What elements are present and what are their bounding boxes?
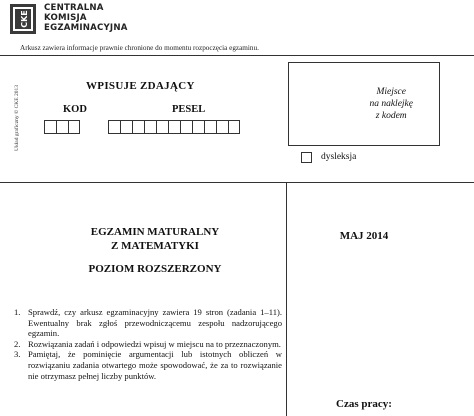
pesel-digit-cell[interactable] xyxy=(180,120,192,134)
institution-name-line: EGZAMINACYJNA xyxy=(44,23,128,33)
institution-name-line: CENTRALNA xyxy=(44,3,104,13)
kod-digit-cell[interactable] xyxy=(68,120,80,134)
kod-digit-cell[interactable] xyxy=(56,120,68,134)
instruction-number: 2. xyxy=(14,338,21,349)
pesel-digit-cell[interactable] xyxy=(204,120,216,134)
exam-title-line: Z MATEMATYKI xyxy=(111,240,199,252)
institution-name-line: KOMISJA xyxy=(44,13,87,23)
instruction-number: 3. xyxy=(14,349,21,360)
graphic-layout-note xyxy=(14,68,26,168)
candidate-fill-title: WPISUJE ZDAJĄCY xyxy=(86,80,195,92)
sticker-caption-line: na naklejkę xyxy=(369,99,413,109)
pesel-digit-cell[interactable] xyxy=(228,120,240,134)
instruction-text: Rozwiązania zadań i odpowiedzi wpisuj w miejscu na to przeznaczonym. xyxy=(28,338,281,349)
instruction-item xyxy=(14,307,282,339)
kod-label: KOD xyxy=(63,104,87,115)
exam-session: MAJ 2014 xyxy=(339,230,389,242)
code-sticker-area xyxy=(288,62,440,146)
pesel-digit-cell[interactable] xyxy=(168,120,180,134)
sticker-caption xyxy=(369,86,413,122)
pesel-digit-cell[interactable] xyxy=(108,120,120,134)
instruction-item xyxy=(14,339,282,350)
pesel-digit-cell[interactable] xyxy=(144,120,156,134)
instruction-item xyxy=(14,349,282,381)
cke-logo-icon xyxy=(10,4,36,34)
work-time-label: Czas pracy: xyxy=(336,398,392,410)
kod-digit-cell[interactable] xyxy=(44,120,56,134)
exam-title-line: EGZAMIN MATURALNY xyxy=(90,226,220,238)
graphic-layout-note-text: Układ graficzny © CKE 2013 xyxy=(14,85,20,151)
pesel-digit-cell[interactable] xyxy=(120,120,132,134)
sticker-caption-line: Miejsce xyxy=(376,87,406,97)
pesel-input-grid[interactable] xyxy=(108,120,240,134)
exam-title xyxy=(40,225,270,253)
exam-level: POZIOM ROZSZERZONY xyxy=(88,263,222,275)
instructions-list xyxy=(14,307,282,381)
section-divider xyxy=(0,182,474,183)
column-divider xyxy=(286,182,287,416)
pesel-digit-cell[interactable] xyxy=(216,120,228,134)
header-divider xyxy=(0,55,474,56)
pesel-digit-cell[interactable] xyxy=(132,120,144,134)
dyslexia-label: dysleksja xyxy=(321,152,357,162)
logo-letters: CKE xyxy=(20,10,29,28)
pesel-digit-cell[interactable] xyxy=(192,120,204,134)
pesel-digit-cell[interactable] xyxy=(156,120,168,134)
dyslexia-checkbox[interactable] xyxy=(301,152,312,163)
sticker-caption-line: z kodem xyxy=(375,111,407,121)
instruction-number: 1. xyxy=(14,307,21,317)
instruction-text: Pamiętaj, że pominięcie argumentacji lub istotnych obliczeń w rozwiązaniu zadania otwartego może spowodować, że za to rozwiązanie nie otrzymasz pełnej liczby punktów. xyxy=(28,349,282,381)
institution-name xyxy=(44,3,128,33)
pesel-label: PESEL xyxy=(172,104,206,115)
kod-input-grid[interactable] xyxy=(44,120,80,134)
protection-notice: Arkusz zawiera informacje prawnie chronione do momentu rozpoczęcia egzaminu. xyxy=(20,44,259,52)
instruction-text: Sprawdź, czy arkusz egzaminacyjny zawiera 19 stron (zadania 1–11). Ewentualny brak zgłoś przewodniczącemu zespołu nadzorującego egzamin. xyxy=(28,307,282,339)
